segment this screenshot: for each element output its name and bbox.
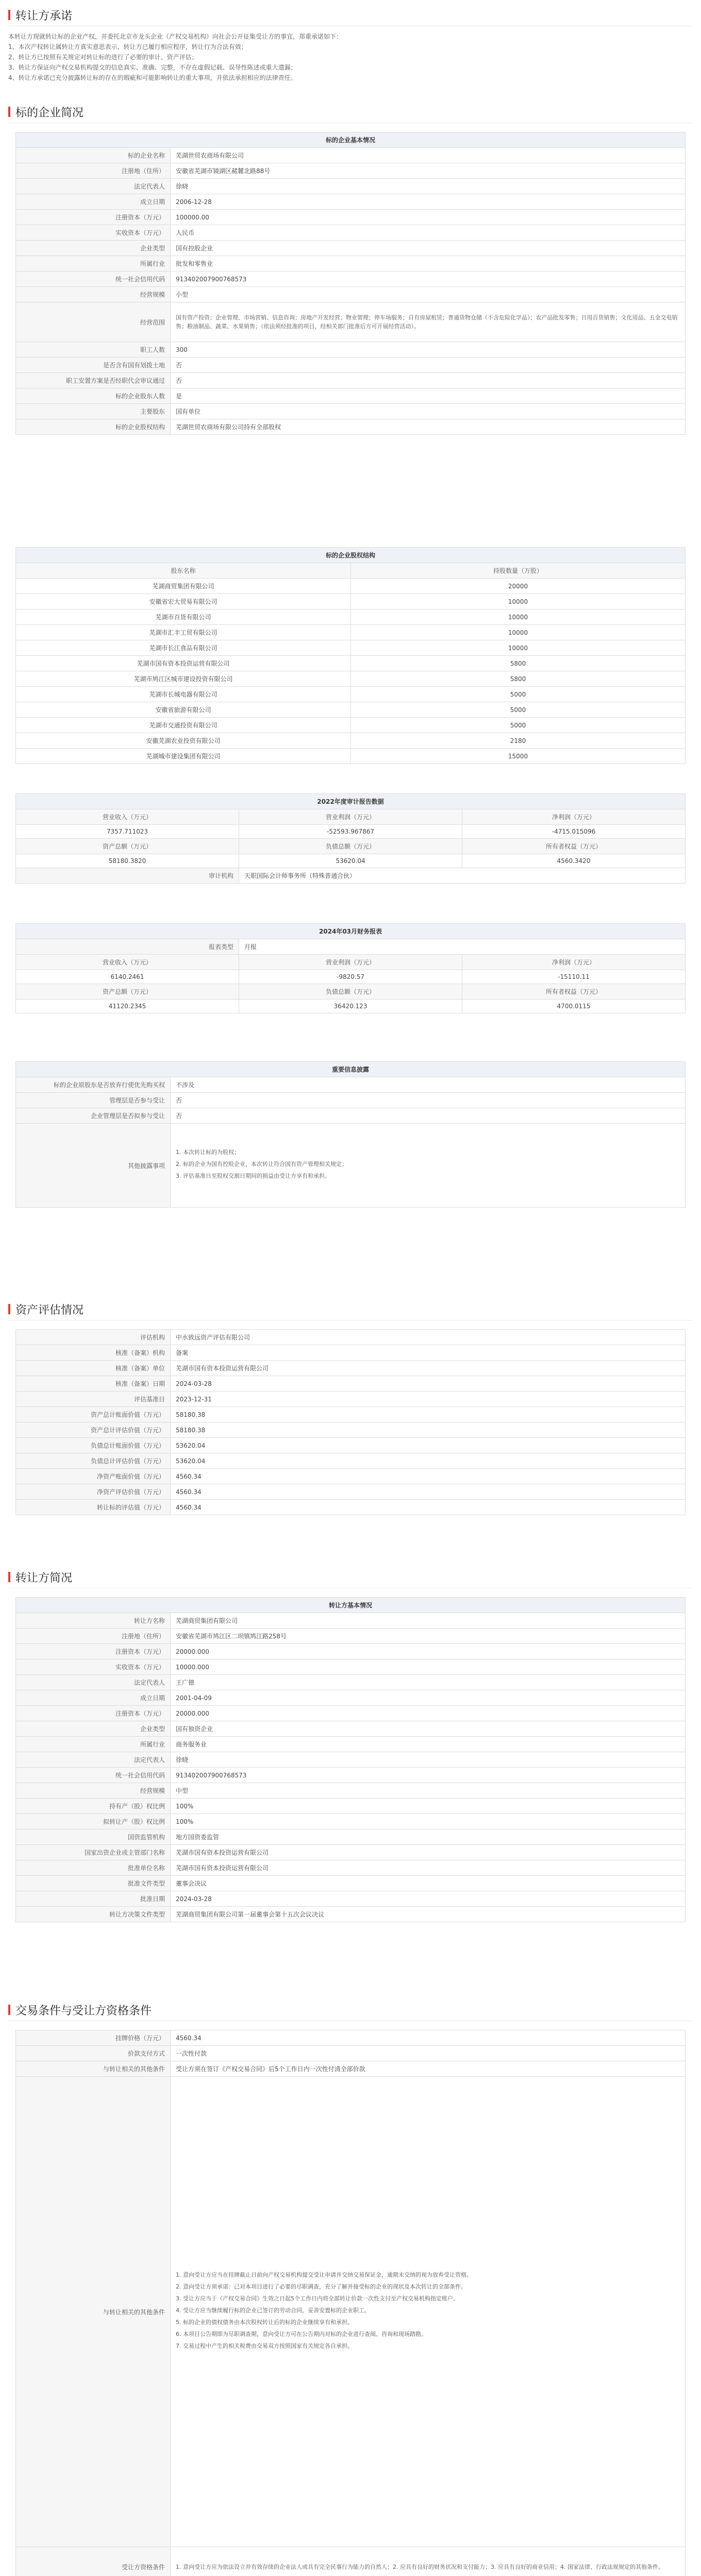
row-key: 拟转让产（股）权比例 bbox=[16, 1814, 171, 1829]
row-key: 负债总计评估价值（万元） bbox=[16, 1453, 171, 1469]
section-title-text: 资产评估情况 bbox=[15, 1303, 84, 1317]
holder-name: 芜湖市鸠江区城市建设投资有限公司 bbox=[16, 671, 351, 687]
row-key: 标的企业股权结构 bbox=[16, 419, 171, 435]
row-key: 标的企业原股东是否放弃行使优先购买权 bbox=[16, 1077, 171, 1093]
table-row bbox=[16, 1737, 686, 1752]
holder-name: 芜湖商贸集团有限公司 bbox=[16, 579, 351, 594]
table-row bbox=[16, 1706, 686, 1721]
fin-value: -9820.57 bbox=[239, 970, 462, 984]
holder-name: 安徽省宏大贸易有限公司 bbox=[16, 594, 351, 609]
table-row bbox=[16, 1876, 686, 1891]
row-value: 否 bbox=[171, 373, 686, 388]
row-value: 100000.00 bbox=[171, 210, 686, 225]
holder-value: 10000 bbox=[351, 625, 686, 640]
table-row bbox=[16, 733, 686, 749]
row-key: 注册地（住所） bbox=[16, 163, 171, 179]
row-value: 芜湖世贸农商场有限公司 bbox=[171, 148, 686, 163]
table-header: 标的企业基本情况 bbox=[16, 132, 686, 148]
condition-line: 1. 意向受让方应当在挂牌截止日前向产权交易机构提交受让申请并交纳交易保证金，逾期未交纳的视为放弃受让资格。 bbox=[176, 2271, 472, 2278]
section-title bbox=[8, 1566, 693, 1588]
row-value: 2023-12-31 bbox=[171, 1392, 686, 1407]
row-key: 价款支付方式 bbox=[16, 2046, 171, 2061]
row-key: 成立日期 bbox=[16, 194, 171, 210]
row-value: 4560.34 bbox=[171, 1469, 686, 1484]
table-row bbox=[16, 1845, 686, 1860]
section-bar bbox=[8, 107, 10, 117]
holder-name: 芜湖市汇丰工贸有限公司 bbox=[16, 625, 351, 640]
holder-value: 10000 bbox=[351, 640, 686, 656]
table-row bbox=[16, 1108, 686, 1124]
table-row bbox=[16, 1829, 686, 1845]
table-row bbox=[16, 1752, 686, 1768]
table-row bbox=[16, 1438, 686, 1453]
condition-line: 7. 交易过程中产生的相关税费由交易双方按照国家有关规定各自承担。 bbox=[176, 2342, 353, 2349]
table-row bbox=[16, 1345, 686, 1361]
row-key: 职工安置方案是否经职代会审议通过 bbox=[16, 373, 171, 388]
column-header: 净利润（万元） bbox=[462, 809, 686, 825]
row-key: 评估机构 bbox=[16, 1330, 171, 1345]
monthly-report-table bbox=[15, 923, 686, 1013]
row-value: 100% bbox=[171, 1814, 686, 1829]
table-row bbox=[16, 1860, 686, 1876]
row-key: 净资产评估价值（万元） bbox=[16, 1484, 171, 1500]
row-key: 转让方决策文件类型 bbox=[16, 1907, 171, 1922]
other-disclosure bbox=[171, 1124, 686, 1208]
table-row bbox=[16, 256, 686, 272]
table-row bbox=[16, 1093, 686, 1108]
row-key: 经营范围 bbox=[16, 302, 171, 342]
section-title-text: 转让方简况 bbox=[15, 1571, 73, 1585]
row-key: 经营规模 bbox=[16, 287, 171, 302]
table-row bbox=[16, 1077, 686, 1093]
table-row bbox=[16, 404, 686, 419]
column-header: 营业利润（万元） bbox=[239, 809, 462, 825]
fin-value: 6140.2461 bbox=[16, 970, 239, 984]
holder-name: 芜湖市交通投资有限公司 bbox=[16, 718, 351, 733]
row-key: 法定代表人 bbox=[16, 1752, 171, 1768]
table-row bbox=[16, 1407, 686, 1422]
table-row bbox=[16, 1124, 686, 1208]
commitment-line: 1、本次产权转让属转让方真实意思表示，转让方已履行相应程序，转让行为合法有效； bbox=[8, 43, 247, 50]
table-row bbox=[16, 854, 686, 868]
table-row bbox=[16, 868, 686, 884]
row-value: 100% bbox=[171, 1799, 686, 1814]
row-key: 经营规模 bbox=[16, 1783, 171, 1799]
table-row bbox=[16, 163, 686, 179]
commitment-line: 2、转让方已按照有关规定对转让标的进行了必要的审计、资产评估； bbox=[8, 54, 198, 61]
row-key: 与转让相关的其他条件 bbox=[16, 2061, 171, 2077]
row-key: 标的企业名称 bbox=[16, 148, 171, 163]
table-row bbox=[16, 1783, 686, 1799]
table-row bbox=[16, 594, 686, 609]
row-value: 受让方须在签订《产权交易合同》后5个工作日内一次性付清全部价款 bbox=[171, 2061, 686, 2077]
row-key: 核准（备案）机构 bbox=[16, 1345, 171, 1361]
column-header: 持股数量（万股） bbox=[351, 563, 686, 579]
row-value: 芜湖市国有资本投资运营有限公司 bbox=[171, 1361, 686, 1376]
row-key: 受让方资格条件 bbox=[16, 2547, 171, 2576]
holder-name: 芜湖市百货有限公司 bbox=[16, 609, 351, 625]
row-value: 913402007900768573 bbox=[171, 272, 686, 287]
row-value: 芜湖商贸集团有限公司 bbox=[171, 1613, 686, 1629]
table-row bbox=[16, 999, 686, 1013]
commitment-line: 本转让方现就转让标的企业产权，并委托北京市龙头企业（产权交易机构）向社会公开征集受让方的事宜，郑重承诺如下： bbox=[8, 33, 343, 40]
table-row bbox=[16, 1613, 686, 1629]
row-key: 负债总计账面价值（万元） bbox=[16, 1438, 171, 1453]
holder-name: 芜湖市长城电器有限公司 bbox=[16, 687, 351, 702]
table-row bbox=[16, 1907, 686, 1922]
section-bar bbox=[8, 1304, 10, 1314]
fin-value: 36420.123 bbox=[239, 999, 462, 1013]
table-row bbox=[16, 1469, 686, 1484]
row-key: 资产总计评估价值（万元） bbox=[16, 1422, 171, 1438]
table-row bbox=[16, 1891, 686, 1907]
row-value: 否 bbox=[171, 1108, 686, 1124]
fin-value: 4700.0115 bbox=[462, 999, 686, 1013]
section-title bbox=[8, 4, 693, 26]
row-value: 1. 意向受让方应为依法设立并有效存续的企业法人或具有完全民事行为能力的自然人；2. 应具有良好的财务状况和支付能力；3. 应具有良好的商业信用；4. 国家法律、行政法规规定的其他条件。 bbox=[171, 2547, 686, 2576]
table-row bbox=[16, 1629, 686, 1644]
holder-value: 5000 bbox=[351, 687, 686, 702]
row-value: 58180.38 bbox=[171, 1407, 686, 1422]
table-row bbox=[16, 358, 686, 373]
row-value: 中型 bbox=[171, 1783, 686, 1799]
table-row bbox=[16, 609, 686, 625]
row-key: 所属行业 bbox=[16, 1737, 171, 1752]
disclosure-line: 1. 本次转让标的为股权； bbox=[176, 1148, 240, 1156]
row-value: 中水致远资产评估有限公司 bbox=[171, 1330, 686, 1345]
fin-value: -15110.11 bbox=[462, 970, 686, 984]
row-key: 审计机构 bbox=[16, 868, 239, 884]
table-row bbox=[16, 1659, 686, 1675]
table-row bbox=[16, 210, 686, 225]
row-value: 董事会决议 bbox=[171, 1876, 686, 1891]
condition-line: 6. 本项目公告期即为尽职调查期，意向受让方可在公告期内对标的企业进行查阅、咨询和现场踏勘。 bbox=[176, 2330, 427, 2337]
row-value: 否 bbox=[171, 358, 686, 373]
row-value: 53620.04 bbox=[171, 1453, 686, 1469]
column-header: 负债总额（万元） bbox=[239, 984, 462, 999]
condition-line: 5. 标的企业的债权债务由本次股权转让后的标的企业继续享有和承担。 bbox=[176, 2318, 353, 2326]
commitment-line: 4、转让方承诺已充分披露转让标的存在的瑕疵和可能影响转让的重大事项，并依法承担相应的法律责任。 bbox=[8, 74, 297, 81]
fin-value: 41120.2345 bbox=[16, 999, 239, 1013]
table-row bbox=[16, 1330, 686, 1345]
row-value: 4560.34 bbox=[171, 2030, 686, 2046]
table-row bbox=[16, 148, 686, 163]
table-row bbox=[16, 1690, 686, 1706]
table-row bbox=[16, 1484, 686, 1500]
table-row bbox=[16, 1814, 686, 1829]
transferor-section bbox=[8, 1566, 693, 1588]
table-row bbox=[16, 1799, 686, 1814]
row-value: 53620.04 bbox=[171, 1438, 686, 1453]
table-header: 转让方基本情况 bbox=[16, 1598, 686, 1613]
column-header: 营业收入（万元） bbox=[16, 809, 239, 825]
table-row bbox=[16, 749, 686, 764]
row-key: 所属行业 bbox=[16, 256, 171, 272]
table-row bbox=[16, 640, 686, 656]
row-key: 管理层是否参与受让 bbox=[16, 1093, 171, 1108]
row-value: 安徽省芜湖市鸠江区二坝镇鸠江路258号 bbox=[171, 1629, 686, 1644]
audit-table bbox=[15, 793, 686, 884]
table-row bbox=[16, 1361, 686, 1376]
table-row bbox=[16, 272, 686, 287]
table-row bbox=[16, 1453, 686, 1469]
row-key: 报表类型 bbox=[16, 939, 239, 955]
table-row bbox=[16, 1392, 686, 1407]
table-row bbox=[16, 2030, 686, 2046]
fin-value: 58180.3820 bbox=[16, 854, 239, 868]
condition-line: 4. 受让方应当继续履行标的企业已签订的劳动合同，妥善安置标的企业职工。 bbox=[176, 2307, 370, 2314]
row-value: 国有独资企业 bbox=[171, 1721, 686, 1737]
row-key: 持有产（股）权比例 bbox=[16, 1799, 171, 1814]
row-key: 注册资本（万元） bbox=[16, 1706, 171, 1721]
table-row bbox=[16, 1376, 686, 1392]
section-title-text: 标的企业简况 bbox=[15, 106, 84, 120]
table-row bbox=[16, 1644, 686, 1659]
business-scope: 国有资产投资；企业管理、市场营销、信息咨询；房地产开发经营；物业管理；停车场服务；自有房屋租赁；普通货物仓储（不含危险化学品）；农产品批发零售；日用百货销售；文化用品、五金交电销售；粮油制品、蔬菜、水果销售；（依法须经批准的项目，经相关部门批准后方可开展经营活动）。 bbox=[171, 302, 686, 342]
row-value: 批发和零售业 bbox=[171, 256, 686, 272]
shareholder-table bbox=[15, 547, 686, 764]
table-row bbox=[16, 241, 686, 256]
row-value: 2024-03-28 bbox=[171, 1376, 686, 1392]
row-value: 商务服务业 bbox=[171, 1737, 686, 1752]
row-key: 与转让相关的其他条件 bbox=[16, 2077, 171, 2547]
condition-line: 2. 意向受让方须承诺：已对本项目进行了必要的尽职调查，充分了解并接受标的企业的现状及本次转让的全部条件。 bbox=[176, 2283, 466, 2290]
table-row bbox=[16, 225, 686, 241]
row-key: 评估基准日 bbox=[16, 1392, 171, 1407]
table-row bbox=[16, 1500, 686, 1515]
target-basic-table bbox=[15, 132, 686, 435]
section-title-text: 交易条件与受让方资格条件 bbox=[15, 2004, 152, 2018]
table-row bbox=[16, 625, 686, 640]
table-row bbox=[16, 702, 686, 718]
row-value: 不涉及 bbox=[171, 1077, 686, 1093]
table-row bbox=[16, 1422, 686, 1438]
column-header: 资产总额（万元） bbox=[16, 984, 239, 999]
commitment-line: 3、转让方保证向产权交易机构提交的信息真实、准确、完整，不存在虚假记载、误导性陈述或重大遗漏； bbox=[8, 64, 297, 71]
row-value: 徐晓 bbox=[171, 1752, 686, 1768]
fin-value: 4560.3420 bbox=[462, 854, 686, 868]
appraisal-section bbox=[8, 1298, 693, 1320]
row-key: 标的企业股东人数 bbox=[16, 388, 171, 404]
table-row bbox=[16, 970, 686, 984]
row-value: 芜湖商贸集团有限公司第一届董事会第十五次会议决议 bbox=[171, 1907, 686, 1922]
row-key: 核准（备案）单位 bbox=[16, 1361, 171, 1376]
column-header: 所有者权益（万元） bbox=[462, 839, 686, 854]
row-key: 企业类型 bbox=[16, 241, 171, 256]
row-value: 芜湖市国有资本投资运营有限公司 bbox=[171, 1845, 686, 1860]
table-row bbox=[16, 718, 686, 733]
column-header: 资产总额（万元） bbox=[16, 839, 239, 854]
table-row bbox=[16, 1721, 686, 1737]
commitment-section bbox=[8, 4, 693, 26]
table-row bbox=[16, 687, 686, 702]
row-value: 2024-03-28 bbox=[171, 1891, 686, 1907]
row-key: 国资监管机构 bbox=[16, 1829, 171, 1845]
row-key: 成立日期 bbox=[16, 1690, 171, 1706]
row-key: 注册地（住所） bbox=[16, 1629, 171, 1644]
section-bar bbox=[8, 2005, 10, 2015]
row-value: 芜湖世贸农商场有限公司持有全部股权 bbox=[171, 419, 686, 435]
section-title bbox=[8, 1999, 693, 2021]
row-value: 20000.000 bbox=[171, 1706, 686, 1721]
row-key: 统一社会信用代码 bbox=[16, 272, 171, 287]
section-title bbox=[8, 101, 693, 123]
row-key: 挂牌价格（万元） bbox=[16, 2030, 171, 2046]
row-value: 10000.000 bbox=[171, 1659, 686, 1675]
column-header: 股东名称 bbox=[16, 563, 351, 579]
table-row bbox=[16, 2547, 686, 2576]
column-header: 所有者权益（万元） bbox=[462, 984, 686, 999]
holder-value: 15000 bbox=[351, 749, 686, 764]
other-conditions bbox=[171, 2077, 686, 2547]
conditions-section bbox=[8, 1999, 693, 2021]
row-key: 主要股东 bbox=[16, 404, 171, 419]
row-value: 4560.34 bbox=[171, 1484, 686, 1500]
fin-value: -4715.015096 bbox=[462, 825, 686, 839]
row-value: 月报 bbox=[239, 939, 686, 955]
table-row bbox=[16, 825, 686, 839]
conditions-table bbox=[15, 2030, 686, 2576]
row-key: 核准（备案）日期 bbox=[16, 1376, 171, 1392]
table-row bbox=[16, 2061, 686, 2077]
row-value: 一次性付款 bbox=[171, 2046, 686, 2061]
row-key: 注册资本（万元） bbox=[16, 1644, 171, 1659]
row-value: 芜湖市国有资本投资运营有限公司 bbox=[171, 1860, 686, 1876]
section-bar bbox=[8, 10, 10, 20]
row-key: 法定代表人 bbox=[16, 1675, 171, 1690]
row-key: 职工人数 bbox=[16, 342, 171, 358]
holder-name: 安徽省旅游有限公司 bbox=[16, 702, 351, 718]
fin-value: 7357.711023 bbox=[16, 825, 239, 839]
table-row bbox=[16, 373, 686, 388]
holder-name: 安徽芜湖农业投资有限公司 bbox=[16, 733, 351, 749]
column-header: 净利润（万元） bbox=[462, 955, 686, 970]
column-header: 营业收入（万元） bbox=[16, 955, 239, 970]
table-row bbox=[16, 342, 686, 358]
row-value: 2006-12-28 bbox=[171, 194, 686, 210]
holder-value: 20000 bbox=[351, 579, 686, 594]
row-key: 批准文件类型 bbox=[16, 1876, 171, 1891]
row-key: 资产总计账面价值（万元） bbox=[16, 1407, 171, 1422]
row-key: 是否含有国有划拨土地 bbox=[16, 358, 171, 373]
row-value: 58180.38 bbox=[171, 1422, 686, 1438]
row-key: 企业管理层是否拟参与受让 bbox=[16, 1108, 171, 1124]
row-key: 净资产账面价值（万元） bbox=[16, 1469, 171, 1484]
row-value: 备案 bbox=[171, 1345, 686, 1361]
row-value: 4560.34 bbox=[171, 1500, 686, 1515]
auditor-name: 天职国际会计师事务所（特殊普通合伙） bbox=[239, 868, 686, 884]
row-key: 实收资本（万元） bbox=[16, 1659, 171, 1675]
row-value: 国有控股企业 bbox=[171, 241, 686, 256]
row-value: 人民币 bbox=[171, 225, 686, 241]
row-key: 国家出资企业或主管部门名称 bbox=[16, 1845, 171, 1860]
table-header: 标的企业股权结构 bbox=[16, 548, 686, 563]
table-row bbox=[16, 179, 686, 194]
column-header: 负债总额（万元） bbox=[239, 839, 462, 854]
row-value: 否 bbox=[171, 1093, 686, 1108]
holder-value: 5800 bbox=[351, 656, 686, 671]
holder-name: 芜湖市国有资本投资运营有限公司 bbox=[16, 656, 351, 671]
transferor-table bbox=[15, 1597, 686, 1922]
table-row bbox=[16, 302, 686, 342]
table-row bbox=[16, 194, 686, 210]
row-key: 转让标的评估值（万元） bbox=[16, 1500, 171, 1515]
row-value: 2001-04-09 bbox=[171, 1690, 686, 1706]
table-header: 重要信息披露 bbox=[16, 1062, 686, 1077]
row-value: 徐晓 bbox=[171, 179, 686, 194]
condition-line: 3. 受让方应当于《产权交易合同》生效之日起5个工作日内将全部转让价款一次性支付至产权交易机构指定账户。 bbox=[176, 2295, 459, 2302]
target-section bbox=[8, 101, 693, 123]
holder-value: 2180 bbox=[351, 733, 686, 749]
row-key: 企业类型 bbox=[16, 1721, 171, 1737]
table-header: 2024年03月财务报表 bbox=[16, 924, 686, 939]
fin-value: 53620.04 bbox=[239, 854, 462, 868]
row-key: 其他披露事项 bbox=[16, 1124, 171, 1208]
commitment-text bbox=[8, 31, 693, 83]
row-key: 注册资本（万元） bbox=[16, 210, 171, 225]
holder-name: 芜湖市长江食品有限公司 bbox=[16, 640, 351, 656]
row-value: 是 bbox=[171, 388, 686, 404]
table-row bbox=[16, 1768, 686, 1783]
disclosure-line: 2. 标的企业为国有控股企业，本次转让符合国有资产管理相关规定； bbox=[176, 1160, 347, 1167]
row-value: 安徽省芜湖市镜湖区赭麓北路88号 bbox=[171, 163, 686, 179]
disclosure-line: 3. 评估基准日至股权交割日期间的损益由受让方享有和承担。 bbox=[176, 1172, 330, 1179]
table-row bbox=[16, 419, 686, 435]
section-title bbox=[8, 1298, 693, 1320]
table-row bbox=[16, 287, 686, 302]
holder-name: 芜湖城市建设集团有限公司 bbox=[16, 749, 351, 764]
row-value: 913402007900768573 bbox=[171, 1768, 686, 1783]
table-row bbox=[16, 939, 686, 955]
table-row bbox=[16, 1675, 686, 1690]
holder-value: 5800 bbox=[351, 671, 686, 687]
row-value: 国有单位 bbox=[171, 404, 686, 419]
table-row bbox=[16, 388, 686, 404]
column-header: 营业利润（万元） bbox=[239, 955, 462, 970]
row-key: 法定代表人 bbox=[16, 179, 171, 194]
holder-value: 10000 bbox=[351, 594, 686, 609]
appraisal-table bbox=[15, 1329, 686, 1515]
table-row bbox=[16, 2046, 686, 2061]
section-bar bbox=[8, 1572, 10, 1582]
row-value: 地方国资委监管 bbox=[171, 1829, 686, 1845]
holder-value: 5000 bbox=[351, 702, 686, 718]
table-row bbox=[16, 671, 686, 687]
table-row bbox=[16, 656, 686, 671]
row-key: 批准单位名称 bbox=[16, 1860, 171, 1876]
table-row bbox=[16, 2077, 686, 2547]
section-title-text: 转让方承诺 bbox=[15, 9, 73, 23]
row-value: 小型 bbox=[171, 287, 686, 302]
holder-value: 5000 bbox=[351, 718, 686, 733]
row-value: 300 bbox=[171, 342, 686, 358]
row-key: 批准日期 bbox=[16, 1891, 171, 1907]
table-header: 2022年度审计报告数据 bbox=[16, 794, 686, 809]
row-key: 统一社会信用代码 bbox=[16, 1768, 171, 1783]
row-key: 转让方名称 bbox=[16, 1613, 171, 1629]
disclosure-table bbox=[15, 1061, 686, 1208]
row-key: 实收资本（万元） bbox=[16, 225, 171, 241]
row-value: 20000.000 bbox=[171, 1644, 686, 1659]
fin-value: -52593.967867 bbox=[239, 825, 462, 839]
table-row bbox=[16, 579, 686, 594]
holder-value: 10000 bbox=[351, 609, 686, 625]
row-value: 王广德 bbox=[171, 1675, 686, 1690]
